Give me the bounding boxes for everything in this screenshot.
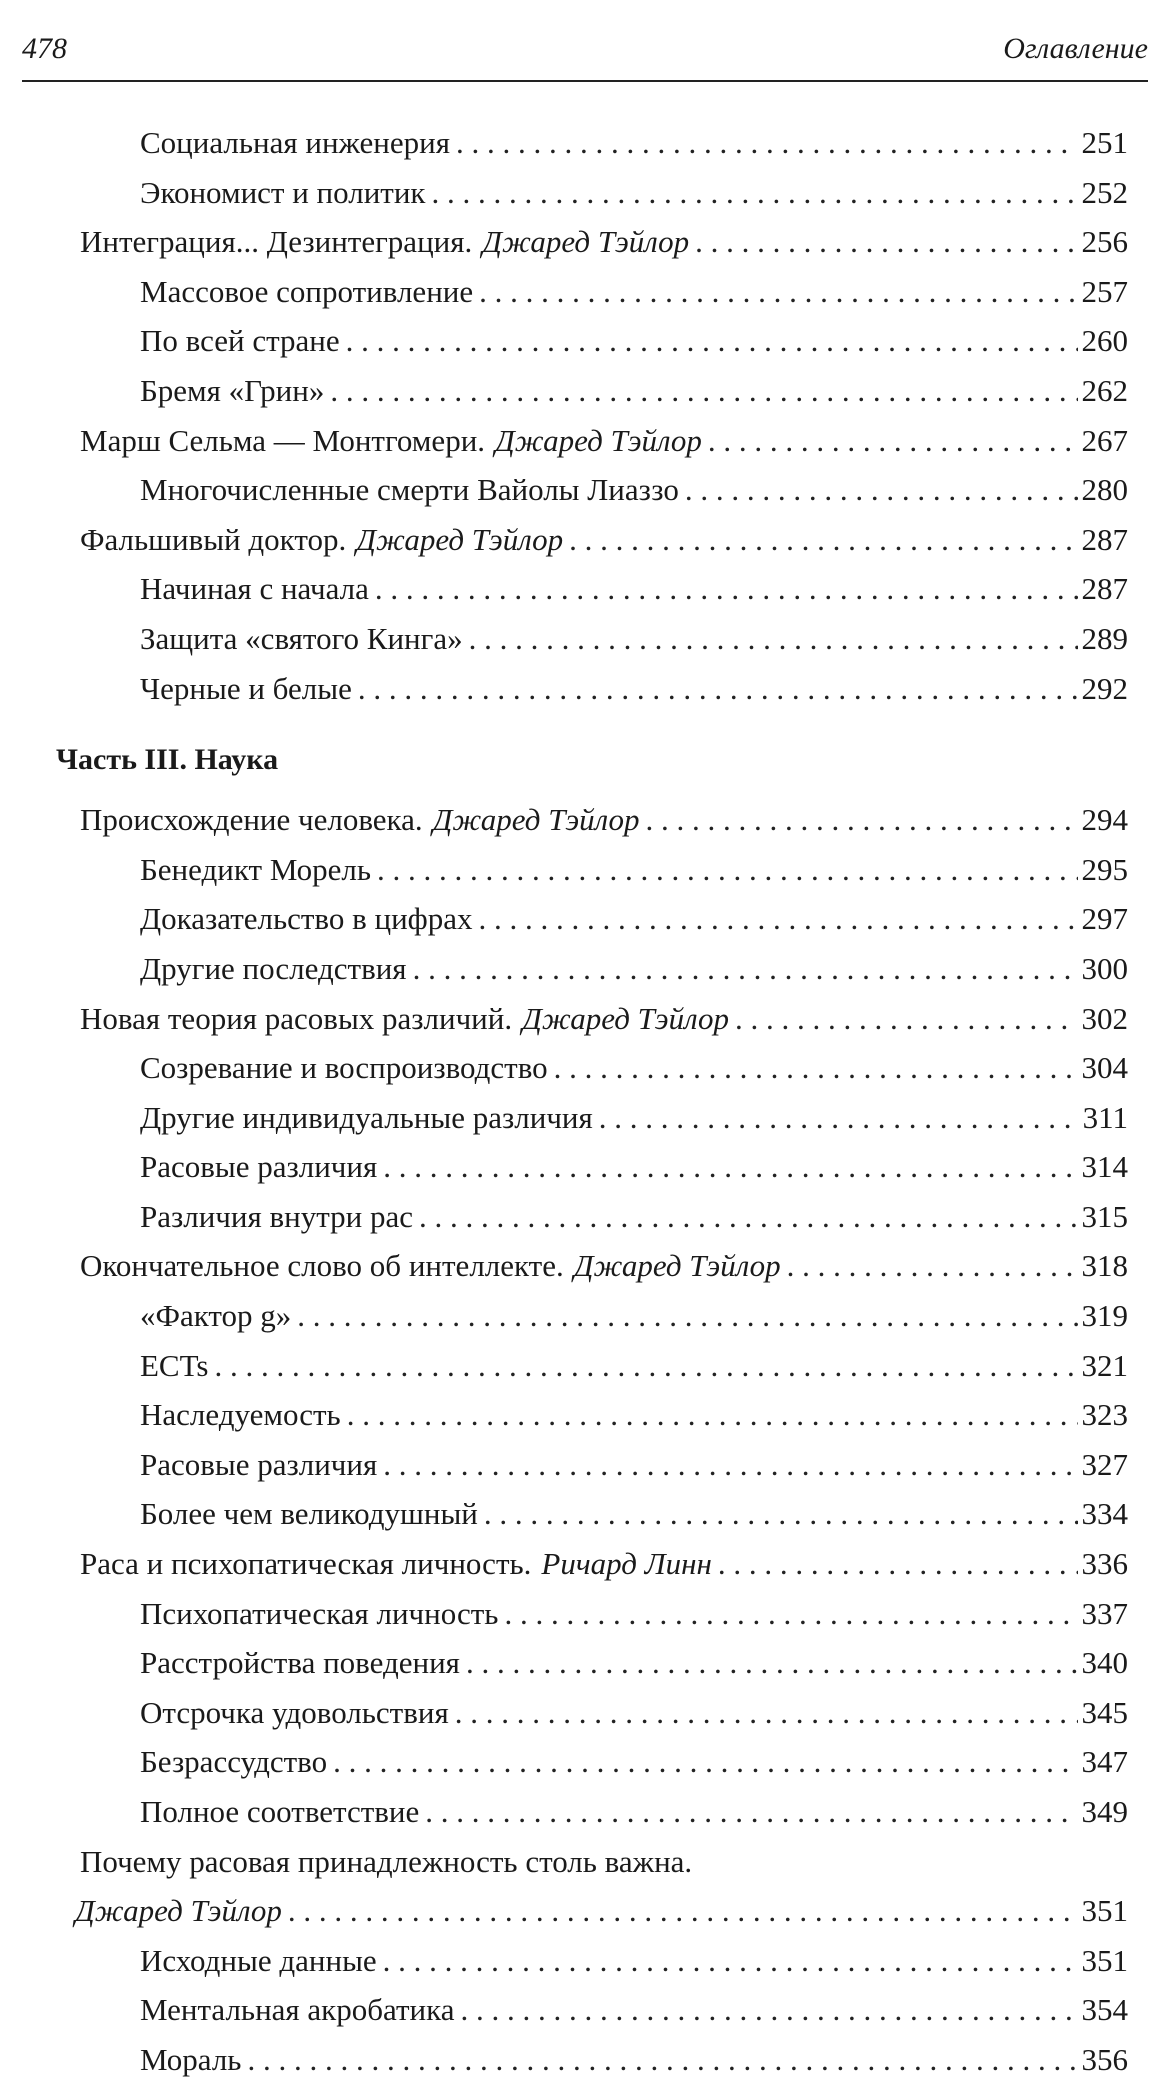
toc-entry-title: Расовые различия xyxy=(140,1446,378,1482)
running-title: Оглавление xyxy=(1003,32,1148,65)
dot-leader xyxy=(377,845,1078,895)
toc-chapter[interactable] xyxy=(80,994,1172,1044)
toc-entry-title: Исходные данные xyxy=(140,1942,377,1978)
toc-entry-page: 294 xyxy=(1081,802,1128,838)
toc-entry-title: Наследуемость xyxy=(140,1397,341,1433)
toc-entry-page: 289 xyxy=(1081,620,1128,656)
toc-chapter[interactable] xyxy=(80,1241,1172,1291)
toc-entry-title: Отсрочка удовольствия xyxy=(140,1694,449,1730)
toc-entry-title: Ментальная акробатика xyxy=(140,1992,455,2028)
toc-entry-page: 304 xyxy=(1081,1050,1128,1086)
toc-entry-title: Психопатическая личность xyxy=(140,1595,499,1631)
toc-subsection[interactable] xyxy=(140,1291,1172,1341)
toc-entry-title: Фальшивый доктор. xyxy=(80,521,347,557)
toc-entry-page: 314 xyxy=(1081,1149,1128,1185)
toc-entry-page: 323 xyxy=(1081,1397,1128,1433)
toc-subsection[interactable] xyxy=(140,366,1172,416)
toc-entry-title: Черные и белые xyxy=(140,670,352,706)
toc-subsection[interactable] xyxy=(140,1142,1172,1192)
toc-entry-page: 287 xyxy=(1081,521,1128,557)
dot-leader xyxy=(460,1985,1077,2035)
page-header xyxy=(22,28,1148,82)
toc-list-top xyxy=(0,118,1172,713)
toc-entry-page: 354 xyxy=(1081,1992,1128,2028)
toc-entry-author: Джаред Тэйлор xyxy=(432,802,640,838)
toc-entry-page: 315 xyxy=(1081,1198,1128,1234)
dot-leader xyxy=(214,1341,1077,1391)
toc-entry-page: 351 xyxy=(1081,1942,1128,1978)
toc-chapter[interactable] xyxy=(80,1539,1172,1589)
table-of-contents xyxy=(0,118,1172,2085)
dot-leader xyxy=(330,366,1077,416)
toc-entry-title: Созревание и воспроизводство xyxy=(140,1050,548,1086)
dot-leader xyxy=(479,267,1077,317)
dot-leader xyxy=(569,515,1077,565)
toc-subsection[interactable] xyxy=(140,1589,1172,1639)
toc-entry-title: По всей стране xyxy=(140,323,340,359)
toc-entry-page: 260 xyxy=(1081,323,1128,359)
toc-entry-page: 280 xyxy=(1081,472,1128,508)
dot-leader xyxy=(455,1688,1078,1738)
toc-entry[interactable] xyxy=(75,1886,1172,1936)
dot-leader xyxy=(484,1489,1078,1539)
toc-entry-title: Мораль xyxy=(140,2041,242,2077)
toc-subsection[interactable] xyxy=(140,267,1172,317)
toc-subsection[interactable] xyxy=(140,168,1172,218)
dot-leader xyxy=(466,1638,1078,1688)
toc-subsection[interactable] xyxy=(140,1737,1172,1787)
dot-leader xyxy=(247,2035,1077,2085)
toc-entry-title: Происхождение человека. xyxy=(80,802,423,838)
dot-leader xyxy=(346,316,1078,366)
toc-entry-title: Бремя «Грин» xyxy=(140,372,325,408)
toc-entry-title: «Фактор g» xyxy=(140,1298,292,1334)
toc-entry-title: Начиная с начала xyxy=(140,571,369,607)
toc-chapter[interactable] xyxy=(80,217,1172,267)
toc-entry-page: 319 xyxy=(1081,1298,1128,1334)
toc-entry-page: 347 xyxy=(1081,1744,1128,1780)
toc-subsection[interactable] xyxy=(140,1192,1172,1242)
toc-subsection[interactable] xyxy=(140,894,1172,944)
toc-entry-title: Окончательное слово об интеллекте. xyxy=(80,1248,564,1284)
toc-subsection[interactable] xyxy=(140,1093,1172,1143)
toc-entry-page: 321 xyxy=(1081,1347,1128,1383)
toc-entry-page: 300 xyxy=(1081,950,1128,986)
toc-entry-author: Джаред Тэйлор xyxy=(522,1000,729,1036)
toc-list-last xyxy=(0,1936,1172,2085)
dot-leader xyxy=(554,1043,1078,1093)
toc-entry-author: Ричард Линн xyxy=(541,1546,712,1582)
dot-leader xyxy=(646,795,1078,845)
toc-entry-author: Джаред Тэйлор xyxy=(75,1893,282,1929)
dot-leader xyxy=(383,1142,1077,1192)
toc-chapter[interactable] xyxy=(80,515,1172,565)
toc-list-part3 xyxy=(0,795,1172,1836)
toc-subsection[interactable] xyxy=(140,2035,1172,2085)
dot-leader xyxy=(432,168,1078,218)
toc-entry-page: 267 xyxy=(1081,422,1128,458)
toc-entry-title: Доказательство в цифрах xyxy=(140,901,473,937)
toc-entry-title: Расовые различия xyxy=(140,1149,378,1185)
toc-subsection[interactable] xyxy=(140,1390,1172,1440)
toc-entry-page: 262 xyxy=(1081,372,1128,408)
toc-entry-title: Массовое сопротивление xyxy=(140,273,474,309)
toc-subsection[interactable] xyxy=(140,1638,1172,1688)
toc-subsection[interactable] xyxy=(140,664,1172,714)
dot-leader xyxy=(375,564,1078,614)
toc-entry-title: Полное соответствие xyxy=(140,1794,420,1829)
toc-entry-title: Многочисленные смерти Вайолы Лиаззо xyxy=(140,472,679,508)
toc-entry-page: 327 xyxy=(1081,1446,1128,1482)
dot-leader xyxy=(347,1390,1078,1440)
dot-leader xyxy=(383,1440,1077,1490)
toc-entry-page: 349 xyxy=(1081,1794,1128,1829)
toc-entry-title: Экономист и политик xyxy=(140,174,426,210)
toc-entry-page: 292 xyxy=(1081,670,1128,706)
toc-entry-page: 311 xyxy=(1082,1099,1128,1135)
toc-subsection[interactable] xyxy=(140,316,1172,366)
toc-entry-title: Другие последствия xyxy=(140,950,407,986)
toc-subsection[interactable] xyxy=(140,118,1172,168)
toc-entry-title: Расстройства поведения xyxy=(140,1645,460,1681)
toc-entry-page: 287 xyxy=(1081,571,1128,607)
toc-entry-page: 257 xyxy=(1081,273,1128,309)
dot-leader xyxy=(288,1886,1078,1936)
toc-entry-author: Джаред Тэйлор xyxy=(573,1248,781,1284)
toc-entry-page: 336 xyxy=(1081,1546,1128,1582)
toc-chapter[interactable] xyxy=(80,795,1172,845)
toc-subsection[interactable] xyxy=(140,465,1172,515)
toc-subsection[interactable] xyxy=(140,1936,1172,1986)
dot-leader xyxy=(419,1192,1077,1242)
toc-subsection[interactable] xyxy=(140,944,1172,994)
toc-subsection[interactable] xyxy=(140,1489,1172,1539)
toc-subsection[interactable] xyxy=(140,1440,1172,1490)
toc-entry-title: Новая теория расовых различий. xyxy=(80,1000,513,1036)
toc-entry-author: Джаред Тэйлор xyxy=(356,521,564,557)
dot-leader xyxy=(383,1936,1078,1986)
toc-entry-page: 345 xyxy=(1081,1694,1128,1730)
toc-entry-title: Бенедикт Морель xyxy=(140,851,371,887)
toc-entry-page: 356 xyxy=(1081,2041,1128,2077)
toc-entry-title: Другие индивидуальные различия xyxy=(140,1099,593,1135)
toc-entry-title: Раса и психопатическая личность. xyxy=(80,1546,532,1582)
toc-entry-page: 295 xyxy=(1081,851,1128,887)
toc-chapter[interactable] xyxy=(80,416,1172,466)
dot-leader xyxy=(358,664,1078,714)
dot-leader xyxy=(413,944,1078,994)
toc-subsection[interactable] xyxy=(140,1341,1172,1391)
dot-leader xyxy=(297,1291,1077,1341)
toc-entry-title: Марш Сельма — Монтгомери. xyxy=(80,422,486,458)
toc-entry-title: Различия внутри рас xyxy=(140,1198,414,1234)
part-heading: Часть III. Наука xyxy=(56,743,279,777)
toc-entry-page: 256 xyxy=(1081,224,1128,260)
toc-subsection[interactable] xyxy=(140,1787,1172,1837)
dot-leader xyxy=(456,118,1078,168)
dot-leader xyxy=(479,894,1078,944)
toc-entry-page: 302 xyxy=(1081,1000,1128,1036)
toc-entry-page: 351 xyxy=(1081,1893,1128,1929)
dot-leader xyxy=(599,1093,1079,1143)
dot-leader xyxy=(504,1589,1077,1639)
dot-leader xyxy=(425,1787,1077,1837)
toc-entry-title: ECTs xyxy=(140,1347,209,1383)
toc-entry-page: 252 xyxy=(1081,174,1128,210)
toc-subsection[interactable] xyxy=(140,845,1172,895)
dot-leader xyxy=(685,465,1078,515)
toc-entry-page: 337 xyxy=(1081,1595,1128,1631)
toc-subsection[interactable] xyxy=(140,564,1172,614)
dot-leader xyxy=(787,1241,1078,1291)
dot-leader xyxy=(735,994,1078,1044)
toc-entry-page: 251 xyxy=(1081,125,1128,160)
dot-leader xyxy=(469,614,1078,664)
toc-subsection[interactable] xyxy=(140,614,1172,664)
toc-entry-title: Интеграция... Дезинтеграция. xyxy=(80,224,473,260)
toc-chapter-title-line[interactable]: Почему расовая принадлежность столь важна. xyxy=(80,1843,693,1879)
toc-entry-title: Безрассудство xyxy=(140,1744,328,1780)
toc-entry-title: Защита «святого Кинга» xyxy=(140,620,463,656)
toc-entry-page: 297 xyxy=(1081,901,1128,937)
page-number: 478 xyxy=(22,32,67,65)
toc-entry-page: 334 xyxy=(1081,1496,1128,1532)
toc-entry-page: 340 xyxy=(1081,1645,1128,1681)
dot-leader xyxy=(708,416,1078,466)
toc-subsection[interactable] xyxy=(140,1043,1172,1093)
toc-entry-author: Джаред Тэйлор xyxy=(495,422,702,458)
toc-entry-title: Более чем великодушный xyxy=(140,1496,478,1532)
toc-subsection[interactable] xyxy=(140,1688,1172,1738)
dot-leader xyxy=(718,1539,1078,1589)
dot-leader xyxy=(333,1737,1077,1787)
toc-subsection[interactable] xyxy=(140,1985,1172,2035)
toc-entry-author: Джаред Тэйлор xyxy=(482,224,690,260)
dot-leader xyxy=(695,217,1077,267)
toc-entry-title: Социальная инженерия xyxy=(140,125,450,160)
toc-entry-page: 318 xyxy=(1081,1248,1128,1284)
